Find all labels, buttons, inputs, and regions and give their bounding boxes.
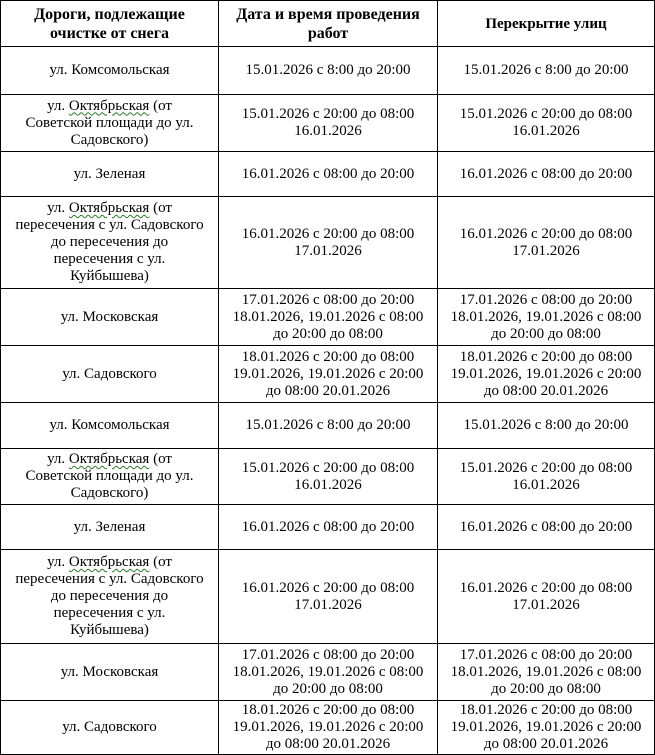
- datetime-cell: [219, 644, 438, 701]
- street-closure-cell: [438, 95, 655, 152]
- datetime-cell: [219, 289, 438, 346]
- header-roads-line: очистке от снега: [49, 24, 170, 42]
- table-row: [1, 289, 655, 346]
- road-cell: [1, 403, 219, 449]
- street-closure-cell: [438, 505, 655, 550]
- street-closure-cell: [438, 47, 655, 95]
- street-closure-cell: [438, 289, 655, 346]
- road-line: до пересечения до: [50, 234, 169, 250]
- header-roads-line: Дороги, подлежащие: [34, 5, 185, 23]
- street-closure-cell: [438, 403, 655, 449]
- road-line: пересечения с ул.: [53, 251, 166, 267]
- datetime-line: 17.01.2026 с 08:00 до 20:00: [241, 291, 415, 308]
- road-line: ул. Комсомольская: [49, 62, 170, 78]
- datetime-line: 15.01.2026 с 8:00 до 20:00: [245, 62, 411, 78]
- road-line: пересечения с ул.: [53, 605, 166, 621]
- table-row: [1, 152, 655, 197]
- header-datetime-line: Дата и время проведения: [236, 5, 420, 23]
- datetime-cell: [219, 550, 438, 644]
- table-row: [1, 95, 655, 152]
- datetime-line: 18.01.2026, 19.01.2026 с 08:00: [232, 663, 424, 680]
- road-suffix: (от: [149, 554, 172, 570]
- street-closure-cell: [438, 152, 655, 197]
- road-line: [3, 451, 216, 468]
- datetime-line: 16.01.2026: [294, 123, 362, 139]
- street-closure-line: 18.01.2026 с 20:00 до 08:00: [459, 702, 633, 718]
- datetime-line: 17.01.2026: [294, 596, 362, 613]
- datetime-cell: [219, 197, 438, 289]
- datetime-cell: [219, 449, 438, 505]
- datetime-line: до 08:00 20.01.2026: [265, 382, 391, 399]
- header-datetime-line: работ: [307, 24, 349, 42]
- datetime-line: 16.01.2026 с 20:00 до 08:00: [241, 579, 415, 596]
- road-cell: [1, 197, 219, 289]
- street-closure-line: 18.01.2026, 19.01.2026 с 08:00: [450, 663, 642, 680]
- datetime-line: 15.01.2026 с 20:00 до 08:00: [241, 459, 415, 476]
- road-line: ул. Садовского: [62, 365, 157, 382]
- datetime-line: 15.01.2026 с 20:00 до 08:00: [241, 106, 415, 122]
- street-closure-line: 16.01.2026: [512, 123, 580, 139]
- street-closure-cell: [438, 701, 655, 755]
- street-closure-cell: [438, 550, 655, 644]
- road-cell: [1, 505, 219, 550]
- road-line: ул. Садовского: [62, 719, 157, 735]
- road-line: [3, 98, 216, 115]
- datetime-line: до 08:00 20.01.2026: [265, 736, 391, 752]
- datetime-line: 18.01.2026, 19.01.2026 с 08:00: [232, 308, 424, 325]
- road-cell: [1, 701, 219, 755]
- road-line: Советской площади до ул.: [25, 114, 194, 131]
- datetime-cell: [219, 95, 438, 152]
- datetime-line: 17.01.2026 с 08:00 до 20:00: [241, 646, 415, 663]
- street-closure-line: 16.01.2026 с 08:00 до 20:00: [459, 518, 633, 535]
- datetime-line: 19.01.2026, 19.01.2026 с 20:00: [232, 719, 424, 735]
- datetime-cell: [219, 505, 438, 550]
- datetime-line: 15.01.2026 с 8:00 до 20:00: [245, 417, 411, 433]
- road-line: ул. Зеленая: [73, 518, 146, 535]
- road-suffix: (от: [149, 451, 172, 467]
- datetime-cell: [219, 346, 438, 403]
- road-prefix: ул.: [47, 97, 69, 114]
- datetime-line: 16.01.2026 с 08:00 до 20:00: [241, 165, 415, 182]
- road-line: ул. Зеленая: [73, 165, 146, 182]
- datetime-line: 16.01.2026 с 20:00 до 08:00: [241, 225, 415, 242]
- street-closure-line: 18.01.2026, 19.01.2026 с 08:00: [450, 308, 642, 325]
- road-line: ул. Комсомольская: [49, 417, 170, 433]
- road-line: ул. Московская: [60, 663, 159, 680]
- road-name-spellcheck: Октябрьская: [68, 200, 150, 216]
- road-suffix: (от: [149, 97, 172, 114]
- datetime-line: 17.01.2026: [294, 242, 362, 259]
- street-closure-line: 17.01.2026: [512, 596, 580, 613]
- street-closure-line: 16.01.2026 с 20:00 до 08:00: [459, 579, 633, 596]
- street-closure-line: 15.01.2026 с 20:00 до 08:00: [459, 459, 633, 476]
- street-closure-line: 16.01.2026 с 08:00 до 20:00: [459, 165, 633, 182]
- road-cell: [1, 95, 219, 152]
- road-cell: [1, 550, 219, 644]
- road-name-spellcheck: Октябрьская: [68, 451, 150, 467]
- road-name-spellcheck: Октябрьская: [68, 97, 150, 114]
- table-row: [1, 505, 655, 550]
- street-closure-line: 17.01.2026 с 08:00 до 20:00: [459, 646, 633, 663]
- street-closure-line: до 20:00 до 08:00: [491, 680, 601, 697]
- road-line: Садовского): [70, 485, 149, 501]
- street-closure-line: до 08:00 20.01.2026: [483, 382, 609, 399]
- street-closure-line: 17.01.2026: [512, 242, 580, 259]
- street-closure-line: 16.01.2026: [512, 476, 580, 493]
- street-closure-line: 16.01.2026 с 20:00 до 08:00: [459, 225, 633, 242]
- road-line: ул. Московская: [60, 308, 159, 325]
- table-row: [1, 403, 655, 449]
- road-cell: [1, 346, 219, 403]
- table-row: [1, 550, 655, 644]
- table-row: [1, 197, 655, 289]
- road-cell: [1, 449, 219, 505]
- street-closure-line: 19.01.2026, 19.01.2026 с 20:00: [450, 719, 642, 735]
- road-cell: [1, 644, 219, 701]
- road-prefix: ул.: [47, 451, 69, 467]
- road-prefix: ул.: [47, 200, 69, 216]
- street-closure-line: 18.01.2026 с 20:00 до 08:00: [459, 348, 633, 365]
- road-line: [3, 200, 216, 217]
- road-cell: [1, 47, 219, 95]
- datetime-cell: [219, 403, 438, 449]
- street-closure-line: до 20:00 до 08:00: [491, 325, 601, 342]
- road-line: Советской площади до ул.: [25, 468, 194, 484]
- datetime-line: до 20:00 до 08:00: [273, 325, 383, 342]
- road-cell: [1, 152, 219, 197]
- datetime-line: 18.01.2026 с 20:00 до 08:00: [241, 348, 415, 365]
- road-line: [3, 554, 216, 571]
- header-roads: [1, 1, 219, 47]
- table-row: [1, 701, 655, 755]
- header-datetime: [219, 1, 438, 47]
- datetime-line: 16.01.2026 с 08:00 до 20:00: [241, 518, 415, 535]
- road-line: Куйбышева): [70, 622, 149, 638]
- street-closure-line: 15.01.2026 с 20:00 до 08:00: [459, 106, 633, 122]
- table-row: [1, 644, 655, 701]
- road-cell: [1, 289, 219, 346]
- road-prefix: ул.: [47, 554, 69, 570]
- table-row: [1, 47, 655, 95]
- street-closure-cell: [438, 644, 655, 701]
- datetime-cell: [219, 701, 438, 755]
- road-line: Садовского): [70, 131, 149, 148]
- table-row: [1, 449, 655, 505]
- datetime-line: 19.01.2026, 19.01.2026 с 20:00: [232, 365, 424, 382]
- street-closure-line: до 08:00 20.01.2026: [483, 736, 609, 752]
- datetime-cell: [219, 152, 438, 197]
- road-line: Куйбышева): [70, 268, 149, 284]
- header-row: [1, 1, 655, 47]
- road-line: до пересечения до: [50, 588, 169, 604]
- street-closure-line: 15.01.2026 с 8:00 до 20:00: [463, 62, 629, 78]
- datetime-line: до 20:00 до 08:00: [273, 680, 383, 697]
- street-closure-line: 19.01.2026, 19.01.2026 с 20:00: [450, 365, 642, 382]
- road-suffix: (от: [149, 200, 172, 216]
- datetime-line: 16.01.2026: [294, 476, 362, 493]
- table-row: [1, 346, 655, 403]
- road-name-spellcheck: Октябрьская: [68, 554, 150, 570]
- datetime-cell: [219, 47, 438, 95]
- street-closure-line: 15.01.2026 с 8:00 до 20:00: [463, 417, 629, 433]
- road-line: пересечения с ул. Садовского: [15, 571, 204, 587]
- datetime-line: 18.01.2026 с 20:00 до 08:00: [241, 702, 415, 718]
- street-closure-cell: [438, 346, 655, 403]
- header-street-closure: Перекрытие улиц: [438, 1, 655, 47]
- street-closure-line: 17.01.2026 с 08:00 до 20:00: [459, 291, 633, 308]
- road-line: пересечения с ул. Садовского: [15, 217, 204, 233]
- street-closure-cell: [438, 449, 655, 505]
- street-closure-cell: [438, 197, 655, 289]
